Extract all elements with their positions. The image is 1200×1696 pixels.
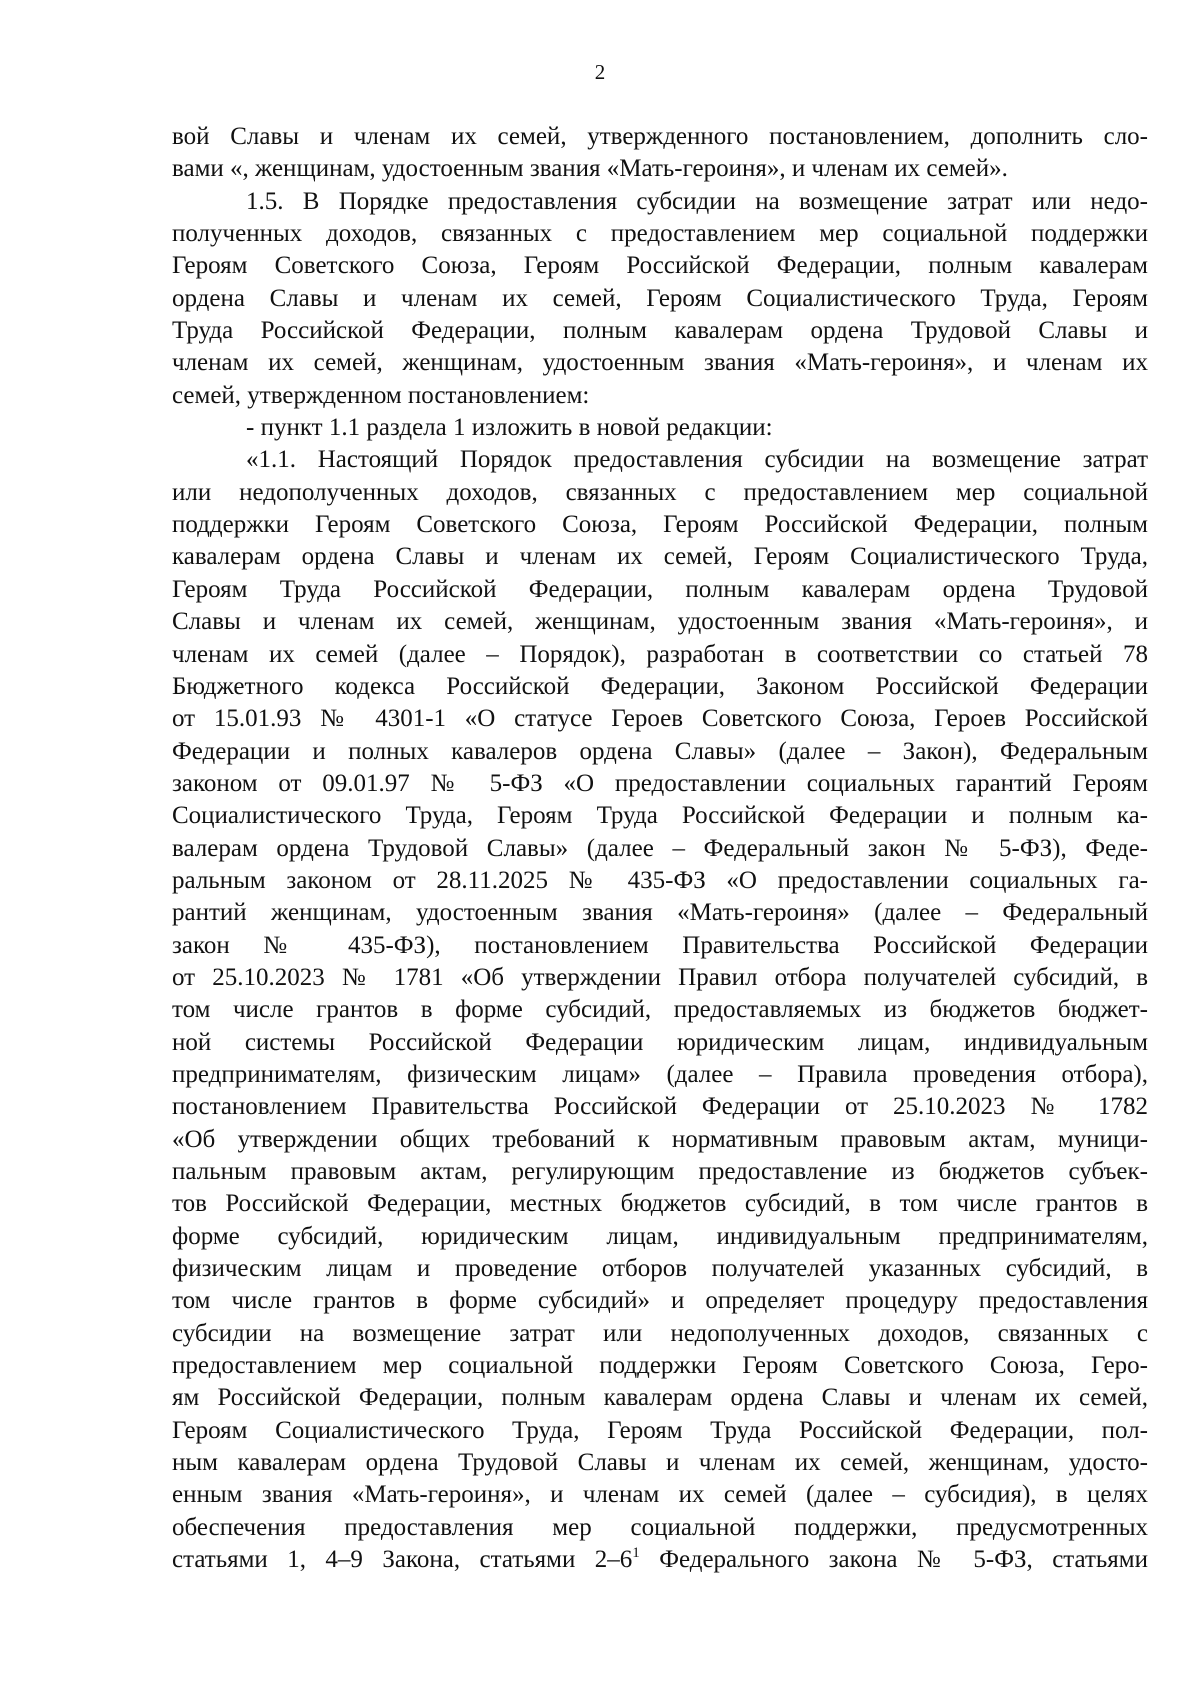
text-line: закон № 435-ФЗ), постановлением Правительства Российской Федерации — [172, 931, 1148, 959]
text-line: членам их семей (далее – Порядок), разработан в соответствии со статьей 78 — [172, 640, 1148, 668]
text-line: кавалерам ордена Славы и членам их семей, Героям Социалистического Труда, — [172, 543, 1148, 571]
text-line: поддержки Героям Советского Союза, Героям Российской Федерации, полным — [172, 511, 1148, 539]
text-line-last — [172, 1544, 1148, 1576]
text-line: Социалистического Труда, Героям Труда Российской Федерации и полным ка- — [172, 802, 1148, 830]
list-item-line: - пункт 1.1 раздела 1 изложить в новой редакции: — [246, 414, 773, 442]
text-line: Бюджетного кодекса Российской Федерации, Законом Российской Федерации — [172, 672, 1148, 700]
text-line: полученных доходов, связанных с предоставлением мер социальной поддержки — [172, 220, 1148, 248]
text-line: том числе грантов в форме субсидий» и определяет процедуру предоставления — [172, 1287, 1148, 1315]
text-line: физическим лицам и проведение отборов получателей указанных субсидий, в — [172, 1255, 1148, 1283]
text-line: Героям Социалистического Труда, Героям Труда Российской Федерации, пол- — [172, 1416, 1148, 1444]
quoted-paragraph-start: «1.1. Настоящий Порядок предоставления субсидии на возмещение затрат — [246, 446, 1148, 474]
text-line: или недополученных доходов, связанных с предоставлением мер социальной — [172, 478, 1148, 506]
text-line: рантий женщинам, удостоенным звания «Мать-героиня» (далее – Федеральный — [172, 899, 1148, 927]
text-line: енным звания «Мать-героиня», и членам их семей (далее – субсидия), в целях — [172, 1481, 1148, 1509]
text-line: том числе грантов в форме субсидий, предоставляемых из бюджетов бюджет- — [172, 996, 1148, 1024]
text-line: законом от 09.01.97 № 5-ФЗ «О предоставлении социальных гарантий Героям — [172, 769, 1148, 797]
page-number: 2 — [594, 60, 606, 84]
superscript: 1 — [632, 1545, 640, 1562]
text-line: «Об утверждении общих требований к нормативным правовым актам, муници- — [172, 1125, 1148, 1153]
text-line: Труда Российской Федерации, полным кавалерам ордена Трудовой Славы и — [172, 317, 1148, 345]
text-line: предоставлением мер социальной поддержки Героям Советского Союза, Геро- — [172, 1352, 1148, 1380]
text-line: субсидии на возмещение затрат или недополученных доходов, связанных с — [172, 1319, 1148, 1347]
text-line: форме субсидий, юридическим лицам, индивидуальным предпринимателям, — [172, 1222, 1148, 1250]
text-line: членам их семей, женщинам, удостоенным звания «Мать-героиня», и членам их — [172, 349, 1148, 377]
text-line: постановлением Правительства Российской Федерации от 25.10.2023 № 1782 — [172, 1093, 1148, 1121]
text-line: ральным законом от 28.11.2025 № 435-ФЗ «О предоставлении социальных га- — [172, 866, 1148, 894]
text-line: Героям Труда Российской Федерации, полным кавалерам ордена Трудовой — [172, 575, 1148, 603]
text-line: Федерации и полных кавалеров ордена Славы» (далее – Закон), Федеральным — [172, 737, 1148, 765]
text-line: вой Славы и членам их семей, утвержденного постановлением, дополнить сло- — [172, 123, 1148, 150]
text-line: от 15.01.93 № 4301-1 «О статусе Героев Советского Союза, Героев Российской — [172, 705, 1148, 733]
text-line: от 25.10.2023 № 1781 «Об утверждении Правил отбора получателей субсидий, в — [172, 963, 1148, 991]
text-line: предпринимателям, физическим лицам» (далее – Правила проведения отбора), — [172, 1060, 1148, 1088]
text-line: вами «, женщинам, удостоенным звания «Мать-героиня», и членам их семей». — [172, 155, 1008, 183]
paragraph-1-5-start: 1.5. В Порядке предоставления субсидии на возмещение затрат или недо- — [246, 187, 1148, 215]
text-line: ордена Славы и членам их семей, Героям Социалистического Труда, Героям — [172, 284, 1148, 312]
text-line: тов Российской Федерации, местных бюджетов субсидий, в том числе грантов в — [172, 1190, 1148, 1218]
text-line: ным кавалерам ордена Трудовой Славы и членам их семей, женщинам, удосто- — [172, 1449, 1148, 1477]
text-line: обеспечения предоставления мер социальной поддержки, предусмотренных — [172, 1513, 1148, 1541]
text-line: валерам ордена Трудовой Славы» (далее – Федеральный закон № 5-ФЗ), Феде- — [172, 834, 1148, 862]
last-line-after: Федерального закона № 5-ФЗ, статьями — [639, 1546, 1148, 1574]
last-line-before: статьями 1, 4–9 Закона, статьями 2–6 — [172, 1546, 633, 1574]
text-line: Славы и членам их семей, женщинам, удостоенным звания «Мать-героиня», и — [172, 608, 1148, 636]
text-line: пальным правовым актам, регулирующим предоставление из бюджетов субъек- — [172, 1158, 1148, 1185]
text-line: Героям Советского Союза, Героям Российской Федерации, полным кавалерам — [172, 252, 1148, 280]
document-body — [172, 121, 1148, 1576]
text-line: ям Российской Федерации, полным кавалерам ордена Славы и членам их семей, — [172, 1384, 1148, 1412]
text-line: семей, утвержденном постановлением: — [172, 381, 590, 409]
text-line: ной системы Российской Федерации юридическим лицам, индивидуальным — [172, 1028, 1148, 1056]
